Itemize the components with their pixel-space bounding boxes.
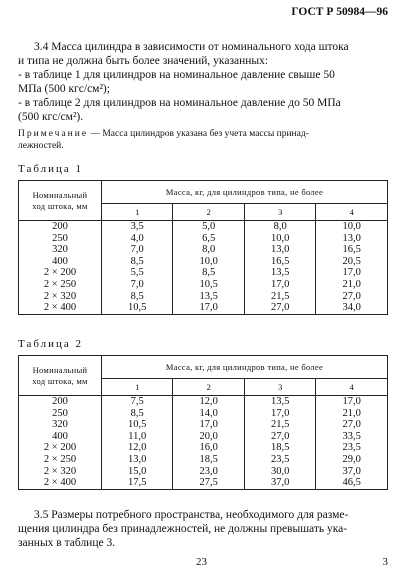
table-cell: 10,5 xyxy=(128,419,147,431)
table-cell: 3,5 xyxy=(130,221,144,232)
table-cell: 13,5 xyxy=(199,290,218,302)
table-2-strokes xyxy=(19,396,102,490)
table-2-col-3 xyxy=(244,396,315,490)
table-cell: 7,0 xyxy=(130,278,144,290)
table-cell: 18,5 xyxy=(199,453,218,465)
table-cell: 2 × 400 xyxy=(43,302,77,314)
table-cell: 2 × 250 xyxy=(43,278,77,290)
table-cell: 8,5 xyxy=(130,407,144,419)
table-cell: 27,0 xyxy=(271,302,290,314)
table-cell: 27,5 xyxy=(199,477,218,489)
table-2 xyxy=(18,355,388,490)
table-1-col-1 xyxy=(102,221,173,315)
table-2-rowhead-line1: Номинальный xyxy=(32,364,88,375)
section-3-5 xyxy=(18,508,390,550)
table-1-col-header: 2 xyxy=(173,204,244,221)
table-cell: 2 × 250 xyxy=(43,453,77,465)
table-cell: 2 × 320 xyxy=(43,290,77,302)
section-3-4-item2a: - в таблице 2 для цилиндров на номинальное давление до 50 МПа xyxy=(18,97,341,109)
table-cell: 7,5 xyxy=(130,396,144,407)
table-cell: 2 × 200 xyxy=(43,267,77,279)
note-label: Примечание xyxy=(18,129,89,139)
section-3-4-item1a: - в таблице 1 для цилиндров на номинальное давление свыше 50 xyxy=(18,69,335,81)
table-2-group-header: Масса, кг, для цилиндров типа, не более xyxy=(102,356,388,379)
table-1-caption: Таблица 1 xyxy=(18,163,84,175)
table-1-col-header: 4 xyxy=(316,204,388,221)
table-cell: 8,0 xyxy=(273,221,287,232)
table-2-col-2 xyxy=(173,396,244,490)
table-cell: 8,5 xyxy=(130,290,144,302)
table-1-rowhead xyxy=(19,181,102,221)
table-cell: 16,5 xyxy=(271,255,290,267)
table-cell: 10,5 xyxy=(199,278,218,290)
table-1-col-2 xyxy=(173,221,244,315)
table-2-col-header: 4 xyxy=(316,379,388,396)
table-cell: 8,5 xyxy=(202,267,216,279)
table-1-strokes xyxy=(19,221,102,315)
table-cell: 13,5 xyxy=(271,396,290,407)
table-cell: 10,0 xyxy=(342,221,361,232)
table-1 xyxy=(18,180,388,315)
table-2-col-4 xyxy=(316,396,388,490)
table-cell: 10,0 xyxy=(271,232,290,244)
table-1-col-4 xyxy=(316,221,388,315)
table-cell: 17,0 xyxy=(199,419,218,431)
table-2-rowhead xyxy=(19,356,102,396)
table-cell: 16,5 xyxy=(342,244,361,256)
table-1-col-header: 1 xyxy=(102,204,173,221)
table-cell: 18,5 xyxy=(271,442,290,454)
table-cell: 5,5 xyxy=(130,267,144,279)
table-1-rowhead-line1: Номинальный xyxy=(32,189,88,200)
table-cell: 30,0 xyxy=(271,465,290,477)
table-cell: 27,0 xyxy=(271,430,290,442)
table-cell: 250 xyxy=(52,232,68,244)
table-cell: 15,0 xyxy=(128,465,147,477)
table-cell: 37,0 xyxy=(271,477,290,489)
table-cell: 6,5 xyxy=(202,232,216,244)
table-cell: 46,5 xyxy=(342,477,361,489)
table-cell: 17,0 xyxy=(271,278,290,290)
table-cell: 29,0 xyxy=(342,453,361,465)
table-cell: 10,5 xyxy=(128,302,147,314)
page-number-center: 23 xyxy=(196,556,207,568)
table-cell: 33,5 xyxy=(342,430,361,442)
table-cell: 17,5 xyxy=(128,477,147,489)
table-cell: 320 xyxy=(52,419,68,431)
table-cell: 21,5 xyxy=(271,419,290,431)
table-1-group-header: Масса, кг, для цилиндров типа, не более xyxy=(102,181,388,204)
table-cell: 27,0 xyxy=(342,419,361,431)
table-cell: 21,0 xyxy=(342,407,361,419)
standard-code: ГОСТ Р 50984—96 xyxy=(291,6,388,18)
section-3-5-line2: щения цилиндра без принадлежностей, не должны превышать ука- xyxy=(18,523,348,535)
section-3-4-line1: 3.4 Масса цилиндра в зависимости от номинального хода штока xyxy=(34,41,349,53)
table-cell: 400 xyxy=(52,430,68,442)
table-cell: 7,0 xyxy=(130,244,144,256)
note-text: — Масса цилиндров указана без учета массы принад- xyxy=(88,129,309,139)
section-3-5-line1: 3.5 Размеры потребного пространства, необходимого для разме- xyxy=(34,509,349,521)
table-cell: 16,0 xyxy=(199,442,218,454)
table-1-rowhead-line2: ход штока, мм xyxy=(32,200,88,211)
note-text-2: лежностей. xyxy=(18,141,64,151)
table-cell: 23,0 xyxy=(199,465,218,477)
section-3-4 xyxy=(18,40,390,124)
table-cell: 17,0 xyxy=(271,407,290,419)
table-cell: 21,0 xyxy=(342,278,361,290)
section-3-5-line3: занных в таблице 3. xyxy=(18,537,116,549)
table-cell: 20,0 xyxy=(199,430,218,442)
table-2-col-header: 1 xyxy=(102,379,173,396)
table-cell: 400 xyxy=(52,255,68,267)
table-cell: 20,5 xyxy=(342,255,361,267)
table-cell: 34,0 xyxy=(342,302,361,314)
table-cell: 17,0 xyxy=(342,267,361,279)
table-cell: 250 xyxy=(52,407,68,419)
table-1-col-header: 3 xyxy=(244,204,315,221)
table-cell: 5,0 xyxy=(202,221,216,232)
section-3-4-item1b: МПа (500 кгс/см²); xyxy=(18,83,110,95)
table-cell: 2 × 400 xyxy=(43,477,77,489)
table-2-rowhead-line2: ход штока, мм xyxy=(32,375,88,386)
table-cell: 11,0 xyxy=(128,430,147,442)
table-cell: 13,5 xyxy=(271,267,290,279)
table-cell: 2 × 320 xyxy=(43,465,77,477)
table-cell: 2 × 200 xyxy=(43,442,77,454)
table-cell: 200 xyxy=(52,221,68,232)
table-cell: 14,0 xyxy=(199,407,218,419)
section-3-4-line2: и типа не должна быть более значений, указанных: xyxy=(18,55,269,67)
table-cell: 10,0 xyxy=(199,255,218,267)
table-cell: 37,0 xyxy=(342,465,361,477)
table-2-col-header: 2 xyxy=(173,379,244,396)
table-cell: 12,0 xyxy=(128,442,147,454)
table-cell: 17,0 xyxy=(342,396,361,407)
table-cell: 12,0 xyxy=(199,396,218,407)
table-cell: 23,5 xyxy=(342,442,361,454)
note xyxy=(18,128,390,152)
table-2-col-1 xyxy=(102,396,173,490)
table-cell: 17,0 xyxy=(199,302,218,314)
table-cell: 8,0 xyxy=(202,244,216,256)
table-cell: 4,0 xyxy=(130,232,144,244)
table-1-col-3 xyxy=(244,221,315,315)
page-number-right: 3 xyxy=(382,556,388,568)
table-cell: 320 xyxy=(52,244,68,256)
table-cell: 200 xyxy=(52,396,68,407)
table-cell: 8,5 xyxy=(130,255,144,267)
table-cell: 27,0 xyxy=(342,290,361,302)
table-cell: 13,0 xyxy=(271,244,290,256)
table-2-col-header: 3 xyxy=(244,379,315,396)
section-3-4-item2b: (500 кгс/см²). xyxy=(18,111,84,123)
table-cell: 13,0 xyxy=(128,453,147,465)
table-cell: 21,5 xyxy=(271,290,290,302)
table-cell: 13,0 xyxy=(342,232,361,244)
table-cell: 23,5 xyxy=(271,453,290,465)
table-2-caption: Таблица 2 xyxy=(18,338,84,350)
